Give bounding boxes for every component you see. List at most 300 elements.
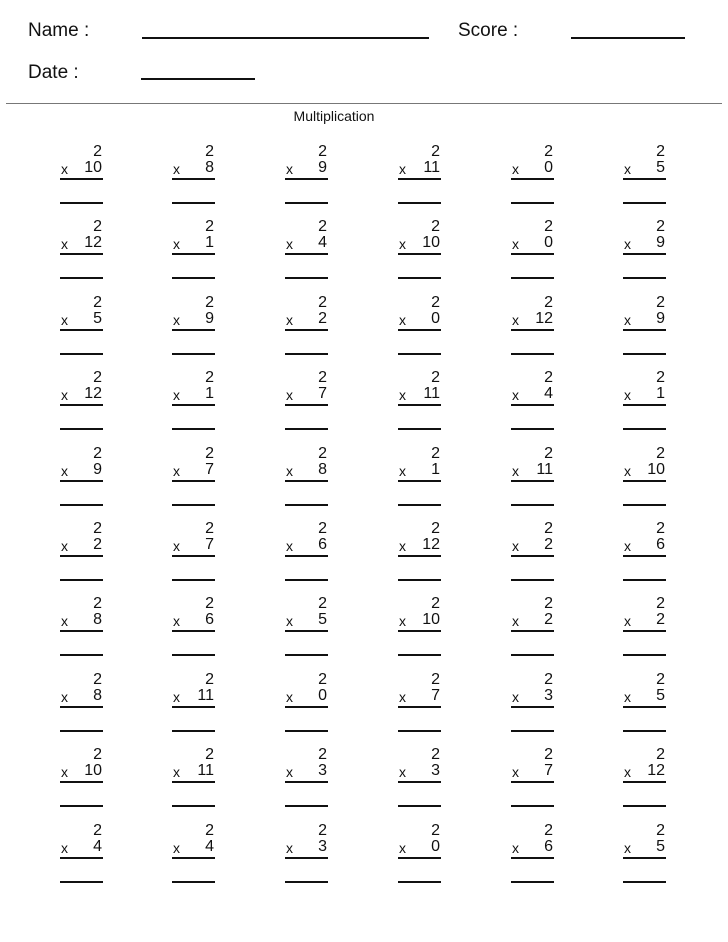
answer-line[interactable] xyxy=(172,654,215,656)
multiplier: 4 xyxy=(318,234,327,251)
problem-cell xyxy=(57,822,105,894)
multiplicand: 2 xyxy=(544,822,553,839)
problem-cell xyxy=(395,822,443,894)
multiply-sign: x xyxy=(173,387,180,403)
answer-line[interactable] xyxy=(172,277,215,279)
multiplier: 3 xyxy=(431,762,440,779)
problem-cell xyxy=(508,520,556,592)
problem-cell xyxy=(395,143,443,215)
multiplicand: 2 xyxy=(93,671,102,688)
problem-cell xyxy=(169,671,217,743)
multiply-sign: x xyxy=(286,387,293,403)
multiply-sign: x xyxy=(286,161,293,177)
answer-line[interactable] xyxy=(172,202,215,204)
multiplicand: 2 xyxy=(656,445,665,462)
problem-rule xyxy=(511,480,554,482)
answer-line[interactable] xyxy=(285,277,328,279)
multiply-sign: x xyxy=(512,312,519,328)
problem-rule xyxy=(60,329,103,331)
problem-cell xyxy=(169,143,217,215)
problem-cell xyxy=(57,294,105,366)
multiplicand: 2 xyxy=(205,671,214,688)
problem-rule xyxy=(623,781,666,783)
multiply-sign: x xyxy=(624,312,631,328)
answer-line[interactable] xyxy=(60,881,103,883)
problem-cell xyxy=(620,218,668,290)
multiplicand: 2 xyxy=(544,595,553,612)
multiplicand: 2 xyxy=(656,671,665,688)
multiplicand: 2 xyxy=(431,445,440,462)
multiplier: 11 xyxy=(423,385,440,402)
answer-line[interactable] xyxy=(398,730,441,732)
answer-line[interactable] xyxy=(623,504,666,506)
answer-line[interactable] xyxy=(398,202,441,204)
problem-rule xyxy=(285,857,328,859)
multiply-sign: x xyxy=(286,538,293,554)
answer-line[interactable] xyxy=(623,805,666,807)
answer-line[interactable] xyxy=(623,654,666,656)
answer-line[interactable] xyxy=(285,504,328,506)
multiplicand: 2 xyxy=(93,595,102,612)
problem-rule xyxy=(623,404,666,406)
problem-rule xyxy=(172,178,215,180)
multiply-sign: x xyxy=(173,538,180,554)
problem-cell xyxy=(395,746,443,818)
multiplicand: 2 xyxy=(656,369,665,386)
problem-rule xyxy=(623,329,666,331)
problem-rule xyxy=(172,857,215,859)
multiplicand: 2 xyxy=(318,595,327,612)
problem-cell xyxy=(395,671,443,743)
problem-rule xyxy=(398,329,441,331)
answer-line[interactable] xyxy=(60,202,103,204)
answer-line[interactable] xyxy=(285,202,328,204)
problem-rule xyxy=(285,781,328,783)
problem-rule xyxy=(511,253,554,255)
problem-cell xyxy=(508,595,556,667)
multiplier: 1 xyxy=(205,385,214,402)
multiply-sign: x xyxy=(512,689,519,705)
multiplier: 6 xyxy=(544,838,553,855)
problem-cell xyxy=(282,445,330,517)
answer-line[interactable] xyxy=(623,202,666,204)
multiplicand: 2 xyxy=(93,218,102,235)
multiplicand: 2 xyxy=(544,671,553,688)
multiplier: 1 xyxy=(205,234,214,251)
multiplicand: 2 xyxy=(205,822,214,839)
problem-cell xyxy=(508,671,556,743)
answer-line[interactable] xyxy=(172,805,215,807)
multiplier: 5 xyxy=(93,310,102,327)
multiplicand: 2 xyxy=(544,445,553,462)
problem-cell xyxy=(282,671,330,743)
multiplier: 9 xyxy=(656,310,665,327)
problem-cell xyxy=(57,218,105,290)
problem-rule xyxy=(60,781,103,783)
multiplier: 11 xyxy=(197,762,214,779)
problem-rule xyxy=(398,630,441,632)
multiplicand: 2 xyxy=(656,294,665,311)
multiplier: 3 xyxy=(318,762,327,779)
problem-cell xyxy=(282,520,330,592)
answer-line[interactable] xyxy=(398,428,441,430)
answer-line[interactable] xyxy=(511,730,554,732)
multiply-sign: x xyxy=(399,236,406,252)
multiply-sign: x xyxy=(399,387,406,403)
multiplicand: 2 xyxy=(431,671,440,688)
multiply-sign: x xyxy=(61,764,68,780)
problem-rule xyxy=(511,555,554,557)
multiplier: 7 xyxy=(431,687,440,704)
answer-line[interactable] xyxy=(60,579,103,581)
multiplier: 3 xyxy=(544,687,553,704)
multiplier: 12 xyxy=(535,310,553,327)
problem-cell xyxy=(395,218,443,290)
problem-cell xyxy=(620,369,668,441)
multiplicand: 2 xyxy=(205,445,214,462)
worksheet-title: Multiplication xyxy=(293,108,375,124)
multiplicand: 2 xyxy=(318,671,327,688)
answer-line[interactable] xyxy=(172,881,215,883)
problem-cell xyxy=(508,746,556,818)
problem-cell xyxy=(169,822,217,894)
problem-cell xyxy=(508,445,556,517)
answer-line[interactable] xyxy=(398,654,441,656)
multiply-sign: x xyxy=(512,387,519,403)
answer-line[interactable] xyxy=(511,277,554,279)
multiplicand: 2 xyxy=(431,595,440,612)
multiply-sign: x xyxy=(173,161,180,177)
problem-rule xyxy=(60,555,103,557)
multiply-sign: x xyxy=(512,764,519,780)
multiplicand: 2 xyxy=(656,746,665,763)
multiplier: 8 xyxy=(93,687,102,704)
problem-rule xyxy=(172,706,215,708)
problem-rule xyxy=(60,706,103,708)
answer-line[interactable] xyxy=(511,579,554,581)
multiplier: 2 xyxy=(544,536,553,553)
answer-line[interactable] xyxy=(511,428,554,430)
multiplicand: 2 xyxy=(318,369,327,386)
multiplicand: 2 xyxy=(93,445,102,462)
multiplier: 9 xyxy=(656,234,665,251)
problem-cell xyxy=(282,746,330,818)
multiplier: 0 xyxy=(544,234,553,251)
answer-line[interactable] xyxy=(172,353,215,355)
multiplicand: 2 xyxy=(205,294,214,311)
problem-cell xyxy=(508,822,556,894)
problem-cell xyxy=(169,445,217,517)
answer-line[interactable] xyxy=(398,881,441,883)
problem-rule xyxy=(285,253,328,255)
problem-rule xyxy=(285,178,328,180)
answer-line[interactable] xyxy=(398,353,441,355)
answer-line[interactable] xyxy=(172,428,215,430)
multiplier: 8 xyxy=(205,159,214,176)
answer-line[interactable] xyxy=(285,881,328,883)
multiply-sign: x xyxy=(399,161,406,177)
multiplicand: 2 xyxy=(431,520,440,537)
answer-line[interactable] xyxy=(398,579,441,581)
answer-line[interactable] xyxy=(398,504,441,506)
multiplicand: 2 xyxy=(656,143,665,160)
multiplier: 0 xyxy=(431,310,440,327)
multiplier: 2 xyxy=(544,611,553,628)
problem-rule xyxy=(285,630,328,632)
problem-cell xyxy=(282,595,330,667)
problem-cell xyxy=(282,143,330,215)
name-label: Name : xyxy=(28,20,90,41)
multiplier: 0 xyxy=(318,687,327,704)
multiply-sign: x xyxy=(61,236,68,252)
problem-cell xyxy=(57,746,105,818)
multiplicand: 2 xyxy=(431,746,440,763)
answer-line[interactable] xyxy=(398,277,441,279)
date-label: Date : xyxy=(28,62,79,83)
problem-cell xyxy=(395,445,443,517)
multiply-sign: x xyxy=(61,161,68,177)
answer-line[interactable] xyxy=(623,277,666,279)
multiplier: 9 xyxy=(93,461,102,478)
multiplicand: 2 xyxy=(544,294,553,311)
multiplicand: 2 xyxy=(318,218,327,235)
multiplier: 12 xyxy=(84,234,102,251)
multiplier: 12 xyxy=(84,385,102,402)
problem-cell xyxy=(508,369,556,441)
problem-cell xyxy=(57,369,105,441)
problem-cell xyxy=(282,822,330,894)
multiplier: 2 xyxy=(93,536,102,553)
multiply-sign: x xyxy=(624,236,631,252)
multiplier: 11 xyxy=(197,687,214,704)
multiplicand: 2 xyxy=(93,746,102,763)
answer-line[interactable] xyxy=(60,353,103,355)
multiplicand: 2 xyxy=(318,822,327,839)
problem-rule xyxy=(623,630,666,632)
multiply-sign: x xyxy=(173,236,180,252)
problem-cell xyxy=(282,218,330,290)
answer-line[interactable] xyxy=(623,881,666,883)
problem-cell xyxy=(620,294,668,366)
multiply-sign: x xyxy=(399,689,406,705)
multiply-sign: x xyxy=(399,312,406,328)
problem-cell xyxy=(508,218,556,290)
answer-line[interactable] xyxy=(60,654,103,656)
problem-cell xyxy=(57,143,105,215)
problem-cell xyxy=(620,520,668,592)
multiplier: 5 xyxy=(656,838,665,855)
multiplicand: 2 xyxy=(93,143,102,160)
problem-cell xyxy=(169,369,217,441)
multiply-sign: x xyxy=(624,161,631,177)
multiplicand: 2 xyxy=(205,520,214,537)
answer-line[interactable] xyxy=(511,202,554,204)
problem-rule xyxy=(172,253,215,255)
multiplier: 4 xyxy=(544,385,553,402)
answer-line[interactable] xyxy=(511,504,554,506)
answer-line[interactable] xyxy=(511,353,554,355)
multiplicand: 2 xyxy=(656,595,665,612)
problem-cell xyxy=(620,671,668,743)
answer-line[interactable] xyxy=(60,805,103,807)
problem-rule xyxy=(623,178,666,180)
multiplier: 5 xyxy=(318,611,327,628)
multiplier: 5 xyxy=(656,687,665,704)
multiplier: 7 xyxy=(544,762,553,779)
multiply-sign: x xyxy=(624,613,631,629)
multiplicand: 2 xyxy=(205,143,214,160)
answer-line[interactable] xyxy=(623,428,666,430)
multiplicand: 2 xyxy=(544,369,553,386)
answer-line[interactable] xyxy=(285,579,328,581)
multiply-sign: x xyxy=(61,463,68,479)
problem-cell xyxy=(282,294,330,366)
problem-rule xyxy=(60,404,103,406)
multiplier: 0 xyxy=(544,159,553,176)
problem-rule xyxy=(60,480,103,482)
problem-rule xyxy=(172,555,215,557)
answer-line[interactable] xyxy=(623,353,666,355)
problem-rule xyxy=(285,706,328,708)
problem-cell xyxy=(508,143,556,215)
multiplier: 4 xyxy=(205,838,214,855)
multiplicand: 2 xyxy=(656,520,665,537)
multiplier: 8 xyxy=(318,461,327,478)
multiplicand: 2 xyxy=(318,746,327,763)
problem-cell xyxy=(620,595,668,667)
multiplier: 10 xyxy=(84,762,102,779)
answer-line[interactable] xyxy=(511,805,554,807)
multiply-sign: x xyxy=(624,840,631,856)
problem-rule xyxy=(60,857,103,859)
answer-line[interactable] xyxy=(623,730,666,732)
problem-rule xyxy=(398,555,441,557)
multiply-sign: x xyxy=(399,613,406,629)
problem-rule xyxy=(623,706,666,708)
answer-line[interactable] xyxy=(172,730,215,732)
problem-cell xyxy=(169,595,217,667)
multiplicand: 2 xyxy=(431,822,440,839)
multiply-sign: x xyxy=(286,764,293,780)
answer-line[interactable] xyxy=(511,881,554,883)
multiplier: 7 xyxy=(205,536,214,553)
answer-line[interactable] xyxy=(511,654,554,656)
multiply-sign: x xyxy=(173,764,180,780)
multiplicand: 2 xyxy=(93,369,102,386)
answer-line[interactable] xyxy=(285,353,328,355)
multiplicand: 2 xyxy=(93,520,102,537)
multiplicand: 2 xyxy=(544,520,553,537)
multiply-sign: x xyxy=(624,538,631,554)
problem-rule xyxy=(172,404,215,406)
problem-rule xyxy=(623,480,666,482)
multiply-sign: x xyxy=(512,538,519,554)
multiplicand: 2 xyxy=(656,822,665,839)
multiplier: 11 xyxy=(423,159,440,176)
answer-line[interactable] xyxy=(398,805,441,807)
multiplicand: 2 xyxy=(544,218,553,235)
answer-line[interactable] xyxy=(60,504,103,506)
multiply-sign: x xyxy=(173,463,180,479)
multiplier: 2 xyxy=(656,611,665,628)
multiplier: 10 xyxy=(422,234,440,251)
problem-rule xyxy=(511,178,554,180)
answer-line[interactable] xyxy=(60,730,103,732)
answer-line[interactable] xyxy=(60,428,103,430)
multiplier: 7 xyxy=(205,461,214,478)
multiplier: 12 xyxy=(647,762,665,779)
multiply-sign: x xyxy=(286,236,293,252)
problem-rule xyxy=(398,480,441,482)
answer-line[interactable] xyxy=(60,277,103,279)
problem-cell xyxy=(620,143,668,215)
problem-rule xyxy=(172,781,215,783)
problem-cell xyxy=(395,369,443,441)
multiply-sign: x xyxy=(173,840,180,856)
answer-line[interactable] xyxy=(172,579,215,581)
multiplier: 1 xyxy=(431,461,440,478)
multiplier: 4 xyxy=(93,838,102,855)
problem-rule xyxy=(285,555,328,557)
multiply-sign: x xyxy=(61,312,68,328)
multiplier: 6 xyxy=(656,536,665,553)
problem-cell xyxy=(57,520,105,592)
problem-rule xyxy=(398,706,441,708)
answer-line[interactable] xyxy=(285,428,328,430)
multiplicand: 2 xyxy=(318,520,327,537)
multiplier: 12 xyxy=(422,536,440,553)
multiplier: 6 xyxy=(318,536,327,553)
answer-line[interactable] xyxy=(172,504,215,506)
answer-line[interactable] xyxy=(285,805,328,807)
problem-rule xyxy=(60,178,103,180)
multiplicand: 2 xyxy=(318,294,327,311)
multiply-sign: x xyxy=(624,463,631,479)
multiply-sign: x xyxy=(61,613,68,629)
problem-rule xyxy=(398,253,441,255)
multiply-sign: x xyxy=(286,689,293,705)
answer-line[interactable] xyxy=(285,654,328,656)
multiplicand: 2 xyxy=(656,218,665,235)
problem-rule xyxy=(172,480,215,482)
answer-line[interactable] xyxy=(285,730,328,732)
multiply-sign: x xyxy=(286,463,293,479)
multiplier: 0 xyxy=(431,838,440,855)
problem-cell xyxy=(620,746,668,818)
multiply-sign: x xyxy=(61,840,68,856)
multiplier: 5 xyxy=(656,159,665,176)
multiplier: 10 xyxy=(84,159,102,176)
answer-line[interactable] xyxy=(623,579,666,581)
problem-rule xyxy=(60,630,103,632)
problem-cell xyxy=(508,294,556,366)
multiply-sign: x xyxy=(61,538,68,554)
multiply-sign: x xyxy=(512,613,519,629)
problem-cell xyxy=(620,445,668,517)
multiply-sign: x xyxy=(399,840,406,856)
multiply-sign: x xyxy=(399,463,406,479)
multiply-sign: x xyxy=(512,840,519,856)
multiply-sign: x xyxy=(173,312,180,328)
multiplicand: 2 xyxy=(318,445,327,462)
problem-cell xyxy=(169,294,217,366)
multiplicand: 2 xyxy=(318,143,327,160)
multiplicand: 2 xyxy=(205,218,214,235)
problem-cell xyxy=(169,746,217,818)
multiply-sign: x xyxy=(512,236,519,252)
multiplier: 8 xyxy=(93,611,102,628)
multiplicand: 2 xyxy=(431,294,440,311)
